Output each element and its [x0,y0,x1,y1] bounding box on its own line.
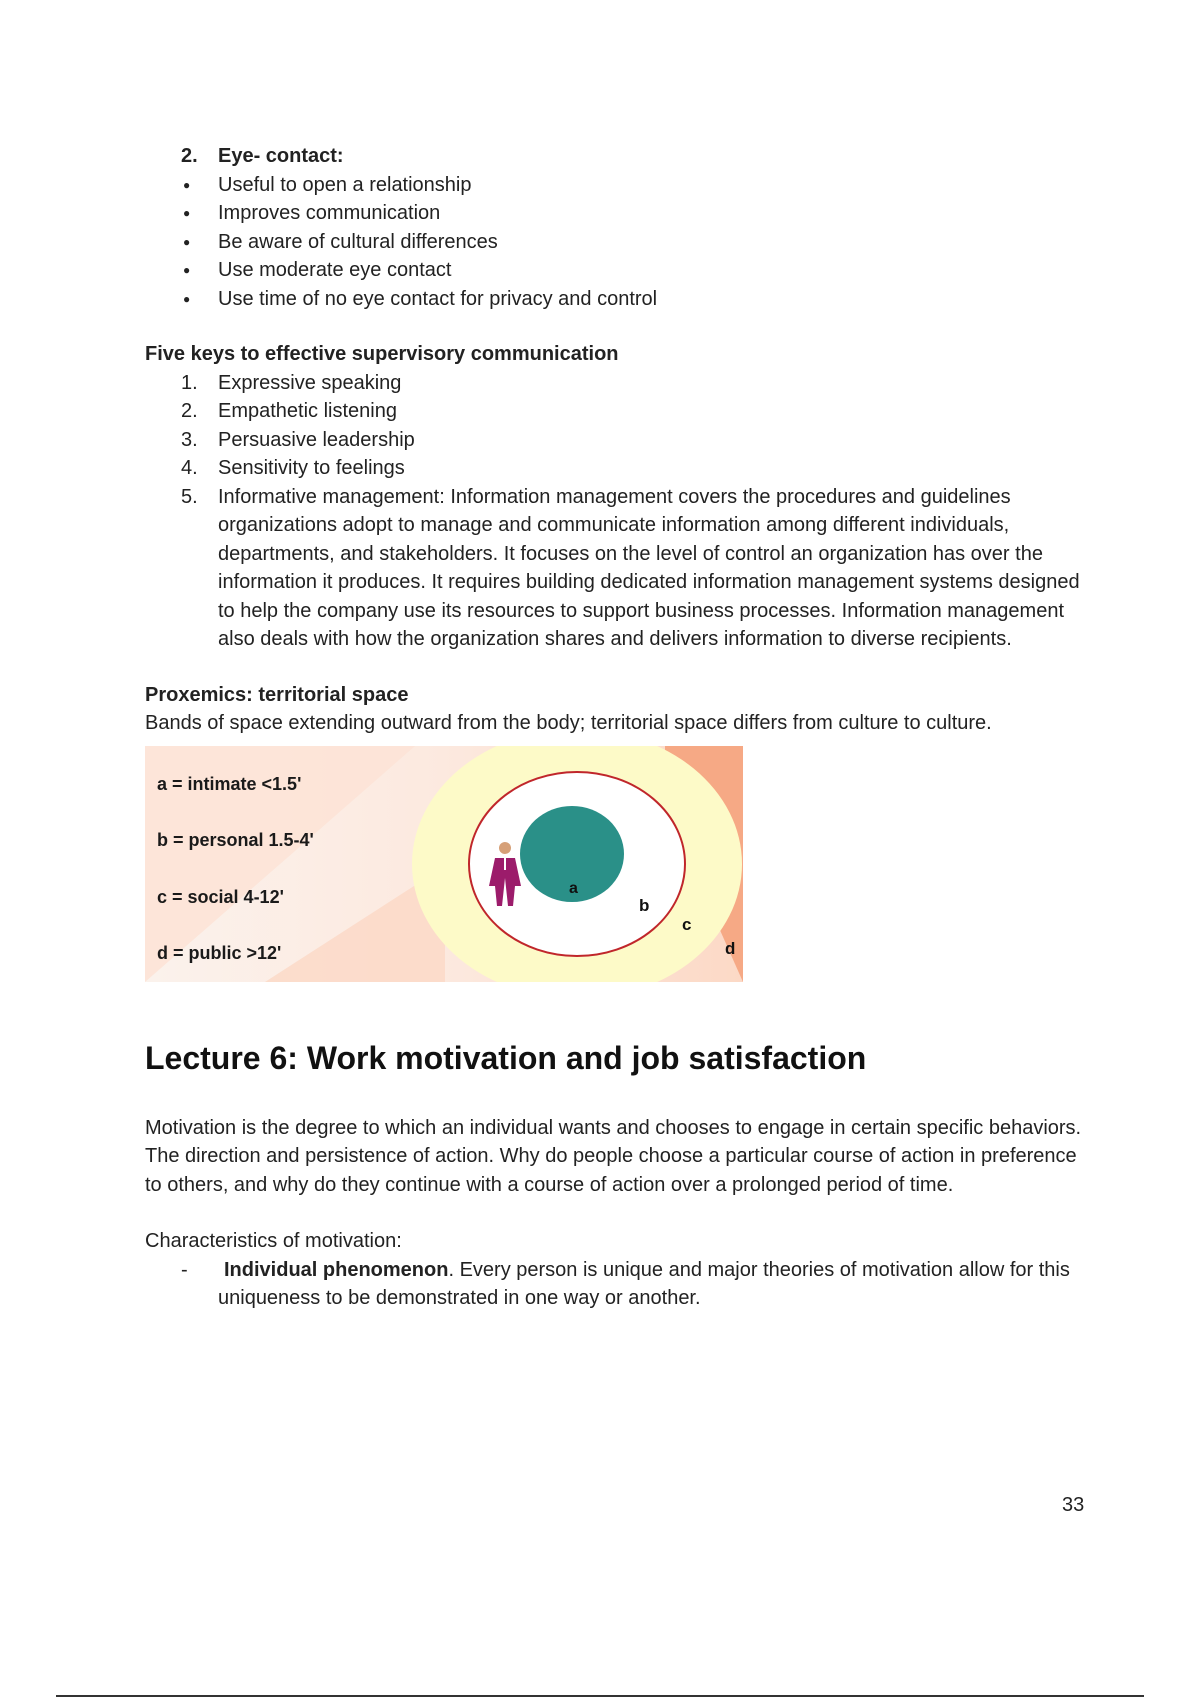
legend-public: d = public >12' [157,942,282,963]
bullet-text: Be aware of cultural differences [218,230,498,253]
item-text: Empathetic listening [218,400,397,422]
proxemics-diagram [145,746,743,982]
five-keys-title: Five keys to effective supervisory communication [145,343,619,365]
proxemics-title: Proxemics: territorial space [145,683,409,706]
zone-label-a: a [569,879,578,897]
proxemics-description: Bands of space extending outward from the body; territorial space differs from culture to culture. [145,712,992,734]
bullet-item [145,171,1095,200]
legend-personal: b = personal 1.5-4' [157,829,314,850]
characteristic-description: . Every person is unique and major theories of motivation allow for this uniqueness to be demonstrated in one way or another. [218,1258,1070,1309]
lecture-title: Lecture 6: Work motivation and job satisfaction [145,1039,867,1076]
bullet-item [145,199,1095,228]
item-number: 3. [181,428,198,451]
bullet-item [145,228,1095,257]
item-number: 1. [181,371,198,394]
characteristic-term: Individual phenomenon [224,1258,449,1281]
bullet-text: Useful to open a relationship [218,173,472,196]
eye-contact-number: 2. [181,145,198,167]
bullet-text: Use moderate eye contact [218,259,452,281]
item-text: Persuasive leadership [218,428,415,451]
bullet-text: Improves communication [218,202,441,224]
item-text: Informative management: Information management covers the procedures and guidelines organizations adopt to manage and communicate information among different individuals, departments, and stakeholders. It focuses on the level of control an organization has over the information it produces. It requires building dedicated information management systems designed to help the company use its resources to support business processes. Information management also deals with how the organization shares and delivers information to diverse recipients. [218,485,1080,650]
characteristics-label: Characteristics of motivation: [145,1230,402,1252]
numbered-item [145,454,1095,483]
dash-marker: - [181,1258,188,1281]
legend-social: c = social 4-12' [157,886,284,907]
bullet-text: Use time of no eye contact for privacy and control [218,287,658,310]
item-number: 4. [181,457,198,479]
item-number: 5. [181,485,198,508]
item-number: 2. [181,400,198,422]
numbered-item [145,397,1095,426]
bullet-item [145,285,1095,314]
item-text: Expressive speaking [218,371,402,394]
motivation-paragraph: Motivation is the degree to which an individual wants and chooses to engage in certain specific behaviors. The direction and persistence of action. Why do people choose a particular course of action in preference to others, and why do they continue with a course of action over a prolonged period of time. [145,1116,1082,1196]
eye-contact-heading [145,142,1095,171]
numbered-item [145,369,1095,398]
bullet-item [145,256,1095,285]
zone-label-c: c [682,914,692,934]
numbered-item [145,483,1095,654]
legend-intimate: a = intimate <1.5' [157,773,302,794]
numbered-item [145,426,1095,455]
characteristic-item [145,1256,1095,1313]
zone-label-d: d [725,938,736,958]
page-number: 33 [1062,1494,1085,1516]
footer-divider [56,1695,1144,1697]
zone-label-b: b [639,895,650,915]
eye-contact-title: Eye- contact: [218,145,344,167]
item-text: Sensitivity to feelings [218,457,405,479]
page-content [145,142,1095,1313]
